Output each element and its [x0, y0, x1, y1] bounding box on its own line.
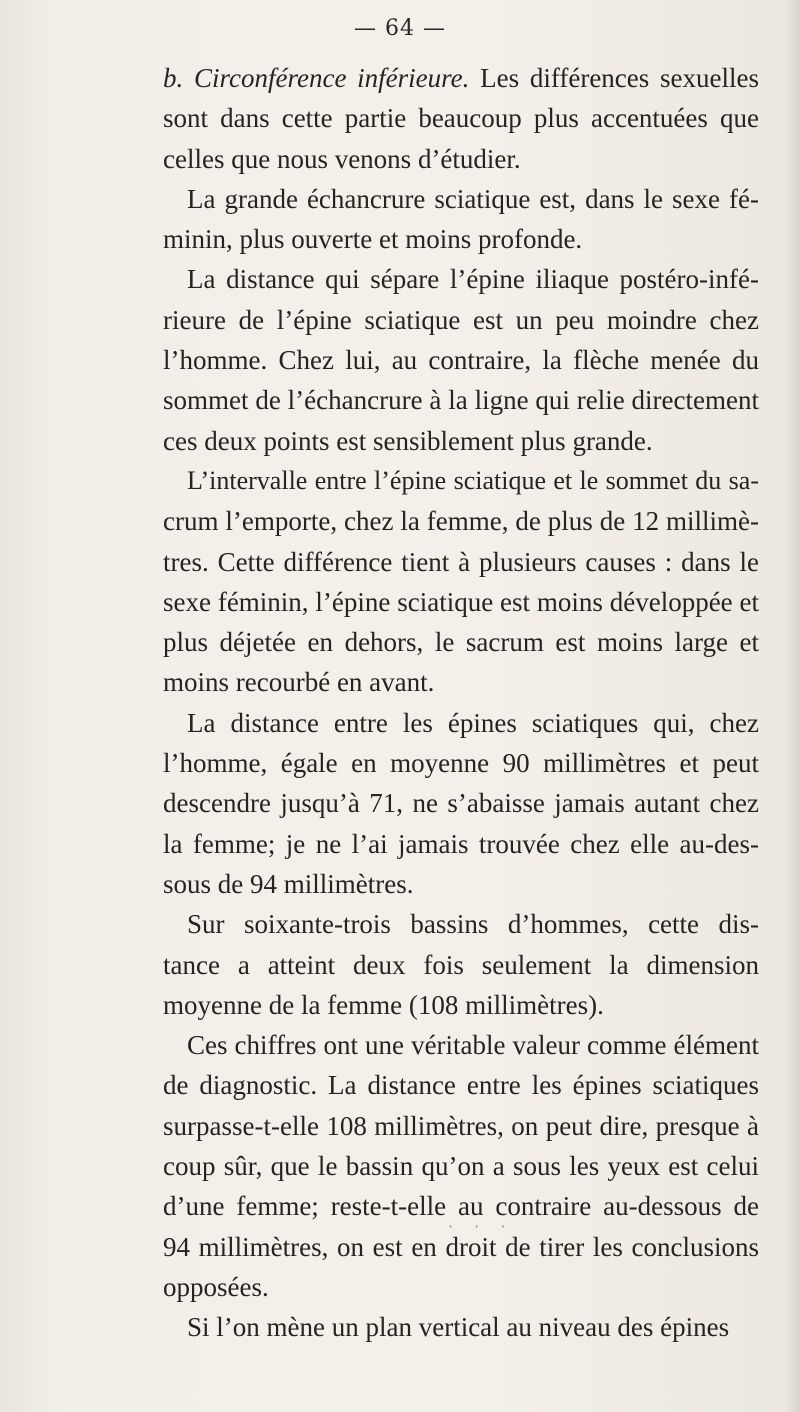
text-line: coup sûr, que le bassin qu’on a sous les yeux est celui — [163, 1151, 759, 1182]
line-text: Les différences sexuelles — [469, 63, 759, 93]
text-line: crum l’emporte, chez la femme, de plus de 12 millimè- — [163, 506, 759, 537]
text-line: opposées. — [163, 1271, 269, 1302]
text-line: La distance qui sépare l’épine iliaque postéro-infé- — [187, 264, 759, 295]
body-text — [163, 58, 759, 1348]
text-line: Si l’on mène un plan vertical au niveau des épines — [187, 1312, 730, 1343]
text-line: tres. Cette différence tient à plusieurs causes : dans le — [163, 546, 759, 577]
text-line: de diagnostic. La distance entre les épines sciatiques — [163, 1070, 759, 1101]
text-line: l’homme, égale en moyenne 90 millimètres et peut — [163, 748, 759, 779]
text-line: surpasse-t-elle 108 millimètres, on peut dire, presque à — [163, 1110, 759, 1141]
text-line: Sur soixante-trois bassins d’hommes, cette dis- — [187, 909, 759, 940]
text-line: descendre jusqu’à 71, ne s’abaisse jamais autant chez — [163, 788, 759, 819]
text-line: tance a atteint deux fois seulement la dimension — [163, 949, 759, 980]
text-line: sont dans cette partie beaucoup plus accentuées que — [163, 103, 759, 134]
text-line: plus déjetée en dehors, le sacrum est moins large et — [163, 627, 759, 658]
text-line: rieure de l’épine sciatique est un peu moindre chez — [163, 304, 759, 335]
text-line: sommet de l’échancrure à la ligne qui relie directement — [163, 385, 759, 416]
text-line: sous de 94 millimètres. — [163, 868, 414, 899]
text-line: La grande échancrure sciatique est, dans le sexe fé- — [187, 183, 759, 214]
footer-dots: · · · — [448, 1217, 514, 1236]
text-line: moins recourbé en avant. — [163, 667, 435, 698]
text-line: minin, plus ouverte et moins profonde. — [163, 224, 583, 255]
text-line: moyenne de la femme (108 millimètres). — [163, 989, 604, 1020]
text-line: d’une femme; reste-t-elle au contraire au-dessous de — [163, 1191, 759, 1222]
text-line: L’intervalle entre l’épine sciatique et le sommet du sa- — [187, 465, 759, 495]
section-heading: b. Circonférence inférieure. — [163, 63, 470, 93]
text-line: l’homme. Chez lui, au contraire, la flèche menée du — [163, 345, 759, 376]
text-line: ces deux points est sensiblement plus grande. — [163, 425, 653, 456]
text-line: 94 millimètres, on est en droit de tirer les conclusions — [163, 1231, 759, 1262]
text-line — [163, 58, 759, 98]
text-line: celles que nous venons d’étudier. — [163, 143, 521, 174]
page-number: — 64 — — [354, 16, 446, 41]
text-line: sexe féminin, l’épine sciatique est moins développée et — [163, 586, 759, 617]
text-line: La distance entre les épines sciatiques qui, chez — [187, 707, 759, 738]
text-line: la femme; je ne l’ai jamais trouvée chez elle au-des- — [163, 828, 759, 859]
page-edge-shadow — [786, 0, 800, 1412]
text-line: Ces chiffres ont une véritable valeur comme élément — [187, 1030, 759, 1061]
